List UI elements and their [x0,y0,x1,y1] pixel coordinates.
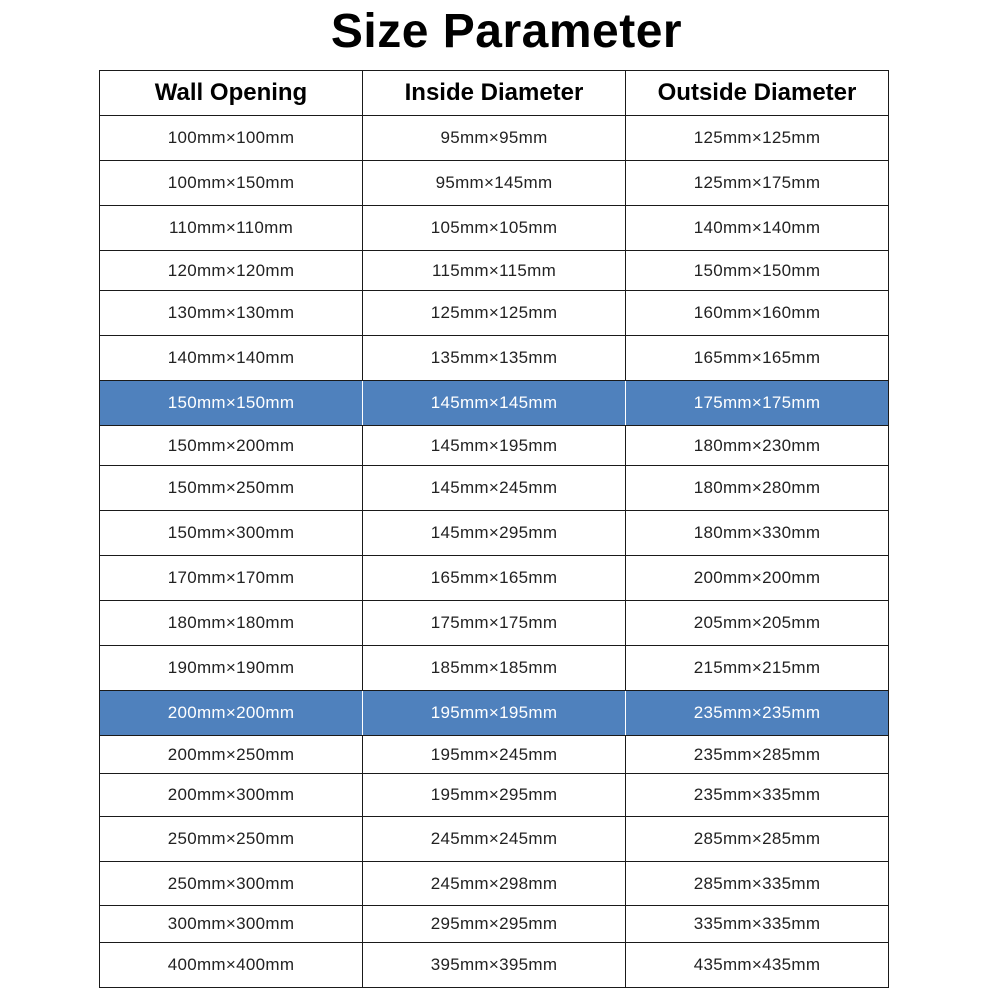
inside-diameter-cell: 115mm×115mm [363,251,626,291]
wall-opening-cell: 150mm×300mm [100,511,363,556]
wall-opening-cell: 250mm×300mm [100,862,363,906]
wall-opening-cell: 140mm×140mm [100,336,363,381]
inside-diameter-cell: 195mm×195mm [363,691,626,736]
table-row [100,943,889,988]
outside-diameter-cell: 180mm×280mm [626,466,889,511]
inside-diameter-cell: 105mm×105mm [363,206,626,251]
outside-diameter-cell: 435mm×435mm [626,943,889,988]
outside-diameter-cell: 180mm×330mm [626,511,889,556]
table-row [100,291,889,336]
outside-diameter-cell: 235mm×285mm [626,736,889,774]
inside-diameter-cell: 145mm×295mm [363,511,626,556]
table-row [100,161,889,206]
inside-diameter-cell: 125mm×125mm [363,291,626,336]
table-row [100,906,889,943]
table-row [100,601,889,646]
inside-diameter-cell: 175mm×175mm [363,601,626,646]
table-row-highlighted [100,381,889,426]
wall-opening-cell: 190mm×190mm [100,646,363,691]
outside-diameter-cell: 235mm×335mm [626,774,889,817]
inside-diameter-cell: 395mm×395mm [363,943,626,988]
table-row [100,862,889,906]
outside-diameter-cell: 140mm×140mm [626,206,889,251]
page-title: Size Parameter [330,5,683,58]
wall-opening-cell: 180mm×180mm [100,601,363,646]
table-row [100,206,889,251]
table-row [100,466,889,511]
inside-diameter-cell: 245mm×245mm [363,817,626,862]
outside-diameter-cell: 200mm×200mm [626,556,889,601]
outside-diameter-cell: 180mm×230mm [626,426,889,466]
wall-opening-cell: 100mm×100mm [100,116,363,161]
inside-diameter-cell: 135mm×135mm [363,336,626,381]
outside-diameter-cell: 205mm×205mm [626,601,889,646]
table-row [100,251,889,291]
table-header-row [100,71,889,116]
wall-opening-cell: 200mm×200mm [100,691,363,736]
table-row [100,736,889,774]
inside-diameter-cell: 195mm×295mm [363,774,626,817]
outside-diameter-cell: 335mm×335mm [626,906,889,943]
outside-diameter-cell: 125mm×175mm [626,161,889,206]
outside-diameter-cell: 150mm×150mm [626,251,889,291]
inside-diameter-cell: 145mm×145mm [363,381,626,426]
outside-diameter-cell: 175mm×175mm [626,381,889,426]
outside-diameter-cell: 215mm×215mm [626,646,889,691]
outside-diameter-cell: 285mm×335mm [626,862,889,906]
table-row [100,646,889,691]
size-parameter-table [99,70,889,988]
table-row [100,556,889,601]
wall-opening-cell: 170mm×170mm [100,556,363,601]
wall-opening-cell: 130mm×130mm [100,291,363,336]
wall-opening-cell: 150mm×150mm [100,381,363,426]
inside-diameter-cell: 145mm×245mm [363,466,626,511]
wall-opening-cell: 300mm×300mm [100,906,363,943]
table-row [100,774,889,817]
inside-diameter-cell: 165mm×165mm [363,556,626,601]
inside-diameter-cell: 95mm×95mm [363,116,626,161]
outside-diameter-cell: 160mm×160mm [626,291,889,336]
outside-diameter-cell: 285mm×285mm [626,817,889,862]
wall-opening-cell: 200mm×250mm [100,736,363,774]
table-row [100,116,889,161]
wall-opening-cell: 110mm×110mm [100,206,363,251]
table-row-highlighted [100,691,889,736]
wall-opening-cell: 100mm×150mm [100,161,363,206]
inside-diameter-cell: 145mm×195mm [363,426,626,466]
wall-opening-cell: 400mm×400mm [100,943,363,988]
header-wall-opening: Wall Opening [100,71,363,116]
table-row [100,426,889,466]
outside-diameter-cell: 235mm×235mm [626,691,889,736]
outside-diameter-cell: 125mm×125mm [626,116,889,161]
table-row [100,817,889,862]
wall-opening-cell: 150mm×250mm [100,466,363,511]
outside-diameter-cell: 165mm×165mm [626,336,889,381]
wall-opening-cell: 150mm×200mm [100,426,363,466]
header-outside-diameter: Outside Diameter [626,71,889,116]
table-row [100,336,889,381]
wall-opening-cell: 120mm×120mm [100,251,363,291]
inside-diameter-cell: 245mm×298mm [363,862,626,906]
inside-diameter-cell: 295mm×295mm [363,906,626,943]
wall-opening-cell: 250mm×250mm [100,817,363,862]
inside-diameter-cell: 95mm×145mm [363,161,626,206]
inside-diameter-cell: 195mm×245mm [363,736,626,774]
table-row [100,511,889,556]
wall-opening-cell: 200mm×300mm [100,774,363,817]
header-inside-diameter: Inside Diameter [363,71,626,116]
inside-diameter-cell: 185mm×185mm [363,646,626,691]
